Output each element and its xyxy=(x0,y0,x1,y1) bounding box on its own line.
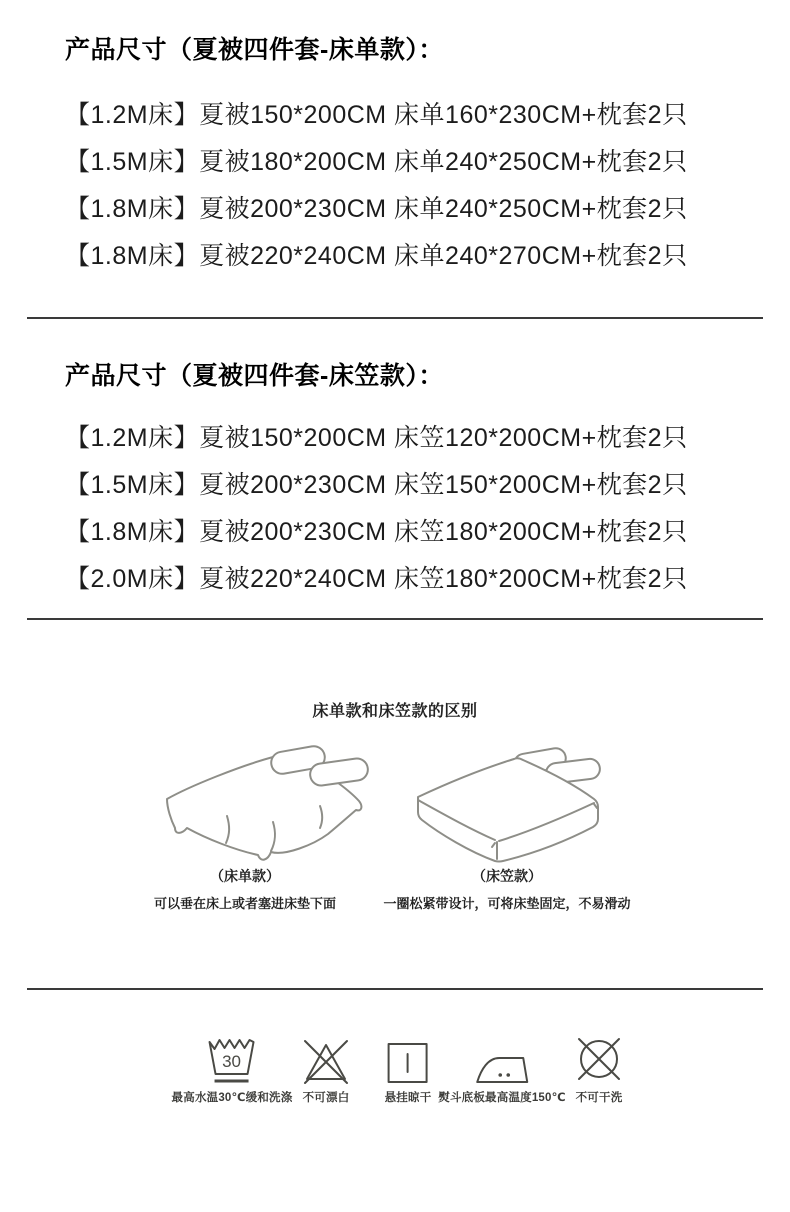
care-item-hang-dry xyxy=(385,1034,432,1105)
divider xyxy=(27,988,763,990)
size-line: 【1.2M床】夏被150*200CM 床单160*230CM+枕套2只 xyxy=(65,101,688,129)
size-line: 【2.0M床】夏被220*240CM 床笠180*200CM+枕套2只 xyxy=(65,565,688,593)
fitted-sheet-caption: （床笠款） xyxy=(472,868,542,884)
size-line: 【1.5M床】夏被180*200CM 床单240*250CM+枕套2只 xyxy=(65,148,688,176)
divider xyxy=(27,618,763,620)
flat-sheet-bed-illustration xyxy=(135,744,375,864)
size-line: 【1.5M床】夏被200*230CM 床笠150*200CM+枕套2只 xyxy=(65,471,688,499)
flat-sheet-description: 可以垂在床上或者塞进床垫下面 xyxy=(153,896,336,911)
size-line: 【1.8M床】夏被220*240CM 床单240*270CM+枕套2只 xyxy=(65,242,688,270)
divider xyxy=(27,317,763,319)
flat-sheet-caption: （床单款） xyxy=(210,868,280,884)
care-label: 不可漂白 xyxy=(302,1092,350,1104)
fitted-sizes-list xyxy=(65,415,688,603)
size-line: 【1.8M床】夏被200*230CM 床笠180*200CM+枕套2只 xyxy=(65,518,688,546)
size-line: 【1.8M床】夏被200*230CM 床单240*250CM+枕套2只 xyxy=(65,195,688,223)
care-item-wash xyxy=(172,1034,293,1105)
care-item-no-dryclean xyxy=(573,1034,625,1105)
comparison-heading: 床单款和床笠款的区别 xyxy=(312,703,478,720)
fitted-sheet-bed-illustration xyxy=(400,744,610,864)
fitted-sizes-title: 产品尺寸（夏被四件套-床笠款）： xyxy=(65,362,444,390)
no-bleach-icon xyxy=(298,1034,354,1086)
wash-temp-value: 30 xyxy=(222,1052,242,1071)
care-item-iron xyxy=(438,1034,566,1105)
care-label: 不可干洗 xyxy=(575,1092,623,1104)
size-line: 【1.2M床】夏被150*200CM 床笠120*200CM+枕套2只 xyxy=(65,424,688,452)
sheet-sizes-title: 产品尺寸（夏被四件套-床单款）： xyxy=(65,36,444,64)
care-label: 熨斗底板最高温度150℃ xyxy=(438,1092,566,1104)
care-item-no-bleach xyxy=(298,1034,354,1105)
care-label: 悬挂晾干 xyxy=(384,1092,432,1104)
care-label: 最高水温30℃缓和洗涤 xyxy=(171,1092,293,1104)
sheet-sizes-list xyxy=(65,92,688,280)
wash-30-icon xyxy=(205,1034,259,1086)
fitted-sheet-description: 一圈松紧带设计，可将床垫固定，不易滑动 xyxy=(383,896,631,911)
no-dryclean-icon xyxy=(573,1034,625,1086)
hang-dry-icon xyxy=(386,1034,430,1086)
iron-150-icon xyxy=(474,1034,530,1086)
